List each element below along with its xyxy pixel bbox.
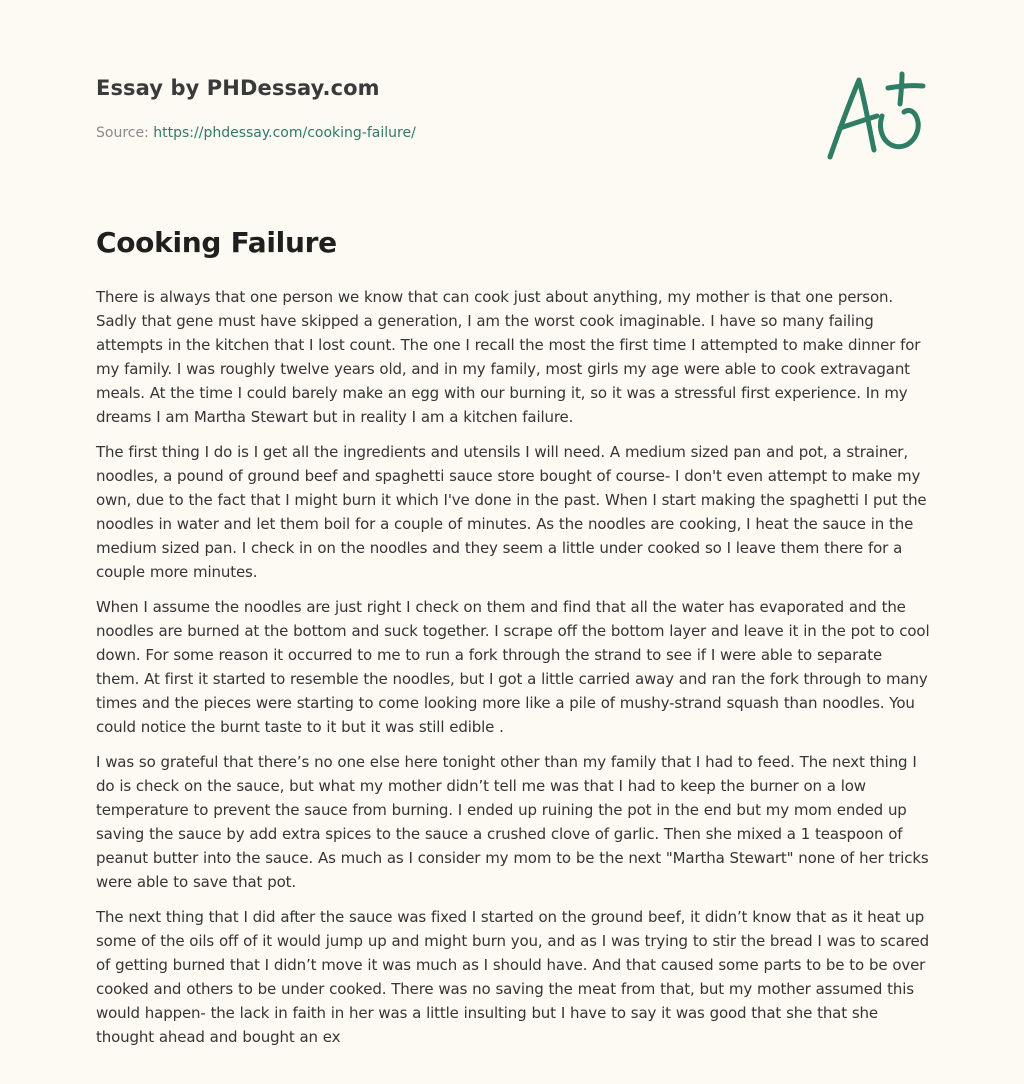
essay-paragraph: I was so grateful that there’s no one else here tonight other than my family that I had to feed. The next thing I do is check on the sauce, but what my mother didn’t tell me was that I had to keep the burner on a low temperature to prevent the sauce from burning. I ended up ruining the pot in the end but my mom ended up saving the sauce by add extra spices to the sauce a crushed clove of garlic. Then she mixed a 1 teaspoon of peanut butter into the sauce. As much as I consider my mom to be the next "Martha Stewart" none of her tricks were able to save that pot. — [96, 753, 929, 891]
essay-title: Cooking Failure — [96, 226, 337, 259]
essay-paragraph: When I assume the noodles are just right I check on them and find that all the water has evaporated and the noodles are burned at the bottom and suck together. I scrape off the bottom layer and leave it in the pot to cool down. For some reason it occurred to me to run a fork through the strand to see if I were able to separate them. At first it started to resemble the noodles, but I got a little carried away and ran the fork through to many times and the pieces were starting to come looking more like a pile of mushy-strand squash than noodles. You could notice the burnt taste to it but it was still edible . — [96, 598, 930, 736]
source-link[interactable]: https://phdessay.com/cooking-failure/ — [153, 125, 416, 141]
source-label: Source: — [96, 125, 154, 141]
essay-body — [96, 285, 930, 1060]
site-title: Essay by PHDessay.com — [96, 76, 380, 100]
essay-paragraph: The next thing that I did after the sauce was fixed I started on the ground beef, it didn’t know that as it heat up some of the oils off of it would jump up and might burn you, and as I was trying to stir the bread I was to scared of getting burned that I didn’t move it was much as I should have. And that caused some parts to be to be over cooked and others to be under cooked. There was no saving the meat from that, but my mother assumed this would happen- the lack in faith in her was a little insulting but I have to say it was good that she that she thought ahead and bought an ex — [96, 908, 929, 1046]
a-plus-logo-icon — [822, 68, 926, 164]
source-line — [96, 125, 416, 141]
essay-paragraph: There is always that one person we know that can cook just about anything, my mother is that one person. Sadly that gene must have skipped a generation, I am the worst cook imaginable. I have so many failing attempts in the kitchen that I lost count. The one I recall the most the first time I attempted to make dinner for my family. I was roughly twelve years old, and in my family, most girls my age were able to cook extravagant meals. At the time I could barely make an egg with our burning it, so it was a stressful first experience. In my dreams I am Martha Stewart but in reality I am a kitchen failure. — [96, 288, 921, 426]
essay-paragraph: The first thing I do is I get all the ingredients and utensils I will need. A medium sized pan and pot, a strainer, noodles, a pound of ground beef and spaghetti sauce store bought of course- I don't even attempt to make my own, due to the fact that I might burn it which I've done in the past. When I start making the spaghetti I put the noodles in water and let them boil for a couple of minutes. As the noodles are cooking, I heat the sauce in the medium sized pan. I check in on the noodles and they seem a little under cooked so I leave them there for a couple more minutes. — [96, 443, 927, 581]
page-header — [96, 76, 928, 166]
